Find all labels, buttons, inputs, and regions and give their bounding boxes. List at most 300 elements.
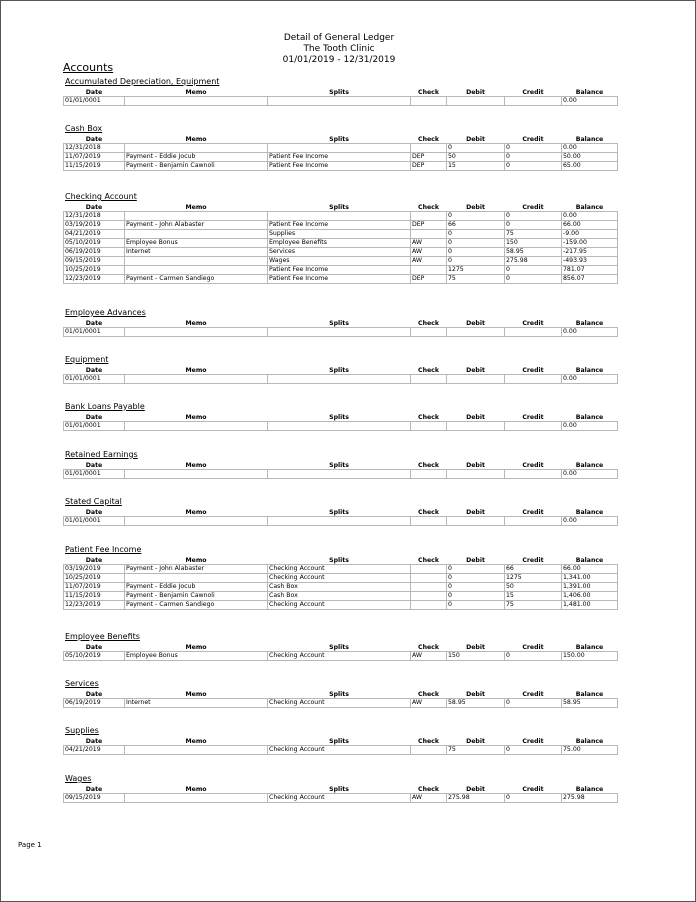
table-row <box>64 239 618 248</box>
table-cell: 0 <box>447 212 505 221</box>
table-cell: Checking Account <box>268 652 411 661</box>
table-cell: 0.00 <box>562 375 618 384</box>
column-header: Date <box>85 414 103 421</box>
table-cell: DEP <box>411 221 447 230</box>
column-header: Credit <box>522 414 544 421</box>
ledger-table <box>63 414 618 431</box>
table-row <box>64 592 618 601</box>
table-cell: 01/01/0001 <box>64 517 125 526</box>
table-cell: 05/10/2019 <box>64 239 125 248</box>
table-row <box>64 144 618 153</box>
ledger-table <box>63 557 618 610</box>
table-cell <box>411 583 447 592</box>
column-header: Date <box>85 644 103 651</box>
table-cell <box>125 422 268 431</box>
table-cell: 0 <box>505 144 562 153</box>
column-header: Balance <box>575 320 604 327</box>
column-header: Check <box>418 462 439 469</box>
table-cell: 0 <box>505 266 562 275</box>
account-title: Stated Capital <box>65 497 122 506</box>
table-cell: 1,406.00 <box>562 592 618 601</box>
table-row <box>64 257 618 266</box>
table-cell: 01/01/0001 <box>64 422 125 431</box>
table-row <box>64 212 618 221</box>
table-cell: 75 <box>505 601 562 610</box>
table-cell: 04/21/2019 <box>64 746 125 755</box>
table-cell: 856.07 <box>562 275 618 284</box>
table-cell: 12/23/2019 <box>64 275 125 284</box>
table-cell: 12/31/2018 <box>64 212 125 221</box>
table-cell: 0.00 <box>562 328 618 337</box>
column-header: Check <box>418 557 439 564</box>
table-cell <box>447 328 505 337</box>
column-header: Splits <box>329 414 349 421</box>
column-header: Date <box>85 204 103 211</box>
column-header: Splits <box>329 320 349 327</box>
table-cell: 0 <box>505 794 562 803</box>
column-header: Credit <box>522 644 544 651</box>
table-cell: 150 <box>447 652 505 661</box>
table-cell <box>411 517 447 526</box>
table-cell: 150 <box>505 239 562 248</box>
table-cell: Checking Account <box>268 601 411 610</box>
table-cell: 06/19/2019 <box>64 248 125 257</box>
table-cell: Patient Fee Income <box>268 153 411 162</box>
table-cell: Checking Account <box>268 699 411 708</box>
column-header: Balance <box>575 644 604 651</box>
accounts-heading: Accounts <box>63 61 114 74</box>
table-row <box>64 746 618 755</box>
table-cell: 75 <box>447 275 505 284</box>
table-cell: Payment - Carmen Sandiego <box>125 275 268 284</box>
table-cell: DEP <box>411 275 447 284</box>
table-cell <box>411 97 447 106</box>
table-cell: 0 <box>447 230 505 239</box>
table-cell: AW <box>411 699 447 708</box>
column-header: Balance <box>575 786 604 793</box>
table-cell: Checking Account <box>268 746 411 755</box>
column-header: Date <box>85 738 103 745</box>
table-cell: 12/31/2018 <box>64 144 125 153</box>
table-cell: 03/19/2019 <box>64 565 125 574</box>
column-header: Debit <box>466 136 485 143</box>
table-cell <box>411 328 447 337</box>
table-cell <box>125 574 268 583</box>
table-cell: 0 <box>505 212 562 221</box>
table-cell <box>505 517 562 526</box>
table-cell: Patient Fee Income <box>268 275 411 284</box>
column-header: Balance <box>575 204 604 211</box>
table-cell: 10/25/2019 <box>64 574 125 583</box>
column-header: Check <box>418 691 439 698</box>
table-cell: 66 <box>447 221 505 230</box>
table-cell: 275.98 <box>447 794 505 803</box>
table-cell: 781.07 <box>562 266 618 275</box>
table-row <box>64 153 618 162</box>
table-cell <box>447 517 505 526</box>
table-cell: 0 <box>447 574 505 583</box>
column-header: Date <box>85 691 103 698</box>
column-header: Date <box>85 136 103 143</box>
table-row <box>64 794 618 803</box>
ledger-table <box>63 320 618 337</box>
table-row <box>64 583 618 592</box>
column-header: Debit <box>466 320 485 327</box>
account-title: Bank Loans Payable <box>65 402 145 411</box>
table-cell: 11/15/2019 <box>64 162 125 171</box>
table-row <box>64 517 618 526</box>
column-header: Splits <box>329 509 349 516</box>
table-cell: 11/07/2019 <box>64 153 125 162</box>
table-cell: Wages <box>268 257 411 266</box>
table-cell <box>268 375 411 384</box>
column-header: Memo <box>185 462 207 469</box>
table-cell <box>411 144 447 153</box>
table-cell: DEP <box>411 153 447 162</box>
table-row <box>64 574 618 583</box>
ledger-table <box>63 509 618 526</box>
column-header: Balance <box>575 462 604 469</box>
table-cell <box>411 422 447 431</box>
column-header: Debit <box>466 367 485 374</box>
table-cell: DEP <box>411 162 447 171</box>
table-cell: 0 <box>505 652 562 661</box>
table-cell: 09/15/2019 <box>64 794 125 803</box>
table-row <box>64 652 618 661</box>
column-header: Date <box>85 509 103 516</box>
column-header: Memo <box>185 414 207 421</box>
column-header: Date <box>85 320 103 327</box>
table-cell <box>125 470 268 479</box>
table-row <box>64 230 618 239</box>
table-cell <box>505 375 562 384</box>
table-cell: Payment - Benjamin Cawnoli <box>125 592 268 601</box>
table-cell: 10/25/2019 <box>64 266 125 275</box>
account-title: Accumulated Depreciation, Equipment <box>65 77 220 86</box>
column-header: Splits <box>329 462 349 469</box>
column-header: Credit <box>522 89 544 96</box>
table-cell: Payment - John Alabaster <box>125 221 268 230</box>
column-header: Splits <box>329 557 349 564</box>
table-cell: 05/10/2019 <box>64 652 125 661</box>
table-cell <box>268 517 411 526</box>
column-header: Credit <box>522 691 544 698</box>
column-header: Credit <box>522 204 544 211</box>
table-cell <box>411 565 447 574</box>
table-cell: 01/01/0001 <box>64 470 125 479</box>
table-cell: 0.00 <box>562 422 618 431</box>
table-cell <box>125 746 268 755</box>
table-cell: 75.00 <box>562 746 618 755</box>
table-cell: 275.98 <box>562 794 618 803</box>
account-title: Supplies <box>65 726 99 735</box>
table-cell: 1275 <box>447 266 505 275</box>
table-cell: 0 <box>505 275 562 284</box>
column-header: Credit <box>522 557 544 564</box>
ledger-table <box>63 462 618 479</box>
table-cell <box>505 97 562 106</box>
column-header: Check <box>418 414 439 421</box>
table-cell: 01/01/0001 <box>64 97 125 106</box>
table-cell: Payment - Benjamin Cawnoli <box>125 162 268 171</box>
table-cell <box>447 422 505 431</box>
column-header: Memo <box>185 557 207 564</box>
column-header: Splits <box>329 644 349 651</box>
table-cell: 0 <box>505 221 562 230</box>
column-header: Balance <box>575 89 604 96</box>
table-cell: 11/15/2019 <box>64 592 125 601</box>
table-cell: 150.00 <box>562 652 618 661</box>
table-cell <box>505 470 562 479</box>
table-row <box>64 375 618 384</box>
table-cell: 09/15/2019 <box>64 257 125 266</box>
table-row <box>64 328 618 337</box>
table-cell <box>125 257 268 266</box>
table-cell: 75 <box>447 746 505 755</box>
table-cell: Employee Bonus <box>125 239 268 248</box>
table-cell: 0 <box>447 592 505 601</box>
column-header: Memo <box>185 136 207 143</box>
table-cell <box>411 746 447 755</box>
table-cell <box>411 574 447 583</box>
table-cell: 66 <box>505 565 562 574</box>
column-header: Splits <box>329 204 349 211</box>
column-header: Debit <box>466 557 485 564</box>
table-cell: 0 <box>447 144 505 153</box>
account-title: Patient Fee Income <box>65 545 142 554</box>
ledger-table <box>63 136 618 171</box>
column-header: Memo <box>185 738 207 745</box>
table-cell: AW <box>411 652 447 661</box>
table-row <box>64 422 618 431</box>
column-header: Check <box>418 320 439 327</box>
table-cell <box>125 375 268 384</box>
column-header: Credit <box>522 786 544 793</box>
account-title: Wages <box>65 774 92 783</box>
table-row <box>64 275 618 284</box>
table-cell <box>268 470 411 479</box>
ledger-table <box>63 644 618 661</box>
table-cell: 06/19/2019 <box>64 699 125 708</box>
table-cell <box>125 794 268 803</box>
column-header: Check <box>418 738 439 745</box>
column-header: Check <box>418 136 439 143</box>
table-cell: 1,341.00 <box>562 574 618 583</box>
table-cell: 01/01/0001 <box>64 328 125 337</box>
table-cell <box>268 328 411 337</box>
table-cell <box>447 470 505 479</box>
table-cell <box>268 144 411 153</box>
column-header: Splits <box>329 738 349 745</box>
table-cell: 0 <box>505 746 562 755</box>
column-header: Check <box>418 786 439 793</box>
table-cell <box>447 97 505 106</box>
column-header: Splits <box>329 136 349 143</box>
table-cell <box>411 601 447 610</box>
column-header: Splits <box>329 89 349 96</box>
table-cell: 0 <box>447 601 505 610</box>
column-header: Memo <box>185 320 207 327</box>
table-row <box>64 162 618 171</box>
table-cell: 0.00 <box>562 470 618 479</box>
table-cell: Employee Bonus <box>125 652 268 661</box>
column-header: Memo <box>185 89 207 96</box>
table-cell <box>411 592 447 601</box>
table-cell: AW <box>411 239 447 248</box>
table-cell: 15 <box>505 592 562 601</box>
column-header: Debit <box>466 738 485 745</box>
column-header: Debit <box>466 509 485 516</box>
column-header: Date <box>85 462 103 469</box>
table-cell <box>125 328 268 337</box>
column-header: Debit <box>466 691 485 698</box>
column-header: Splits <box>329 786 349 793</box>
column-header: Debit <box>466 204 485 211</box>
table-row <box>64 699 618 708</box>
table-cell: Cash Box <box>268 583 411 592</box>
column-header: Memo <box>185 691 207 698</box>
table-row <box>64 266 618 275</box>
table-cell: AW <box>411 794 447 803</box>
column-header: Credit <box>522 320 544 327</box>
table-cell: 50.00 <box>562 153 618 162</box>
table-cell: Payment - Eddie Jocub <box>125 153 268 162</box>
table-cell: 04/21/2019 <box>64 230 125 239</box>
column-header: Credit <box>522 462 544 469</box>
ledger-table <box>63 89 618 106</box>
column-header: Splits <box>329 691 349 698</box>
table-row <box>64 565 618 574</box>
column-header: Credit <box>522 367 544 374</box>
table-cell <box>505 328 562 337</box>
table-cell: AW <box>411 257 447 266</box>
column-header: Credit <box>522 738 544 745</box>
column-header: Debit <box>466 89 485 96</box>
account-title: Employee Benefits <box>65 632 140 641</box>
table-cell: AW <box>411 248 447 257</box>
table-cell: 0 <box>505 162 562 171</box>
table-cell: 12/23/2019 <box>64 601 125 610</box>
table-cell: Checking Account <box>268 574 411 583</box>
table-cell <box>411 230 447 239</box>
table-cell <box>411 375 447 384</box>
table-cell <box>411 212 447 221</box>
table-row <box>64 248 618 257</box>
column-header: Balance <box>575 691 604 698</box>
table-cell: Services <box>268 248 411 257</box>
column-header: Memo <box>185 786 207 793</box>
column-header: Date <box>85 89 103 96</box>
account-title: Checking Account <box>65 192 137 201</box>
table-cell: 0.00 <box>562 97 618 106</box>
table-cell: Payment - Carmen Sandiego <box>125 601 268 610</box>
table-cell: 75 <box>505 230 562 239</box>
table-cell: 1,481.00 <box>562 601 618 610</box>
table-cell: 58.95 <box>562 699 618 708</box>
table-cell: Payment - John Alabaster <box>125 565 268 574</box>
table-cell: 1275 <box>505 574 562 583</box>
table-cell: 66.00 <box>562 565 618 574</box>
column-header: Memo <box>185 204 207 211</box>
table-cell: 1,391.00 <box>562 583 618 592</box>
table-cell: 03/19/2019 <box>64 221 125 230</box>
report-period: 01/01/2019 - 12/31/2019 <box>282 55 396 65</box>
table-cell: Patient Fee Income <box>268 266 411 275</box>
column-header: Balance <box>575 738 604 745</box>
table-row <box>64 97 618 106</box>
table-cell: 01/01/0001 <box>64 375 125 384</box>
ledger-table <box>63 738 618 755</box>
column-header: Check <box>418 89 439 96</box>
table-cell: 66.00 <box>562 221 618 230</box>
table-cell: Patient Fee Income <box>268 221 411 230</box>
column-header: Check <box>418 509 439 516</box>
company-name: The Tooth Clinic <box>303 44 375 54</box>
table-cell: 50 <box>505 583 562 592</box>
table-cell <box>125 266 268 275</box>
table-cell: Internet <box>125 699 268 708</box>
table-cell: 0 <box>447 239 505 248</box>
table-cell: Payment - Eddie Jocub <box>125 583 268 592</box>
table-cell: 0 <box>505 153 562 162</box>
table-cell <box>125 212 268 221</box>
column-header: Check <box>418 204 439 211</box>
table-cell: 275.98 <box>505 257 562 266</box>
table-cell <box>268 97 411 106</box>
table-cell: Patient Fee Income <box>268 162 411 171</box>
column-header: Check <box>418 644 439 651</box>
table-cell: 58.95 <box>447 699 505 708</box>
table-cell: 0 <box>447 565 505 574</box>
table-cell: 0 <box>447 257 505 266</box>
table-cell <box>125 97 268 106</box>
table-cell <box>125 230 268 239</box>
table-cell: Supplies <box>268 230 411 239</box>
table-row <box>64 601 618 610</box>
column-header: Memo <box>185 644 207 651</box>
table-cell: Checking Account <box>268 794 411 803</box>
column-header: Balance <box>575 136 604 143</box>
table-row <box>64 470 618 479</box>
column-header: Date <box>85 786 103 793</box>
column-header: Memo <box>185 367 207 374</box>
table-cell <box>125 517 268 526</box>
column-header: Debit <box>466 786 485 793</box>
column-header: Balance <box>575 367 604 374</box>
column-header: Balance <box>575 414 604 421</box>
column-header: Balance <box>575 557 604 564</box>
table-cell: 0.00 <box>562 517 618 526</box>
column-header: Memo <box>185 509 207 516</box>
table-cell: -9.00 <box>562 230 618 239</box>
table-cell <box>505 422 562 431</box>
ledger-table <box>63 367 618 384</box>
table-cell: 0.00 <box>562 144 618 153</box>
table-cell: 0 <box>447 583 505 592</box>
column-header: Date <box>85 557 103 564</box>
ledger-table <box>63 786 618 803</box>
table-cell: 0 <box>505 699 562 708</box>
column-header: Date <box>85 367 103 374</box>
column-header: Debit <box>466 462 485 469</box>
ledger-table <box>63 691 618 708</box>
account-title: Retained Earnings <box>65 450 138 459</box>
table-cell: Internet <box>125 248 268 257</box>
table-cell: 65.00 <box>562 162 618 171</box>
table-cell <box>447 375 505 384</box>
table-cell <box>411 470 447 479</box>
table-cell: 11/07/2019 <box>64 583 125 592</box>
